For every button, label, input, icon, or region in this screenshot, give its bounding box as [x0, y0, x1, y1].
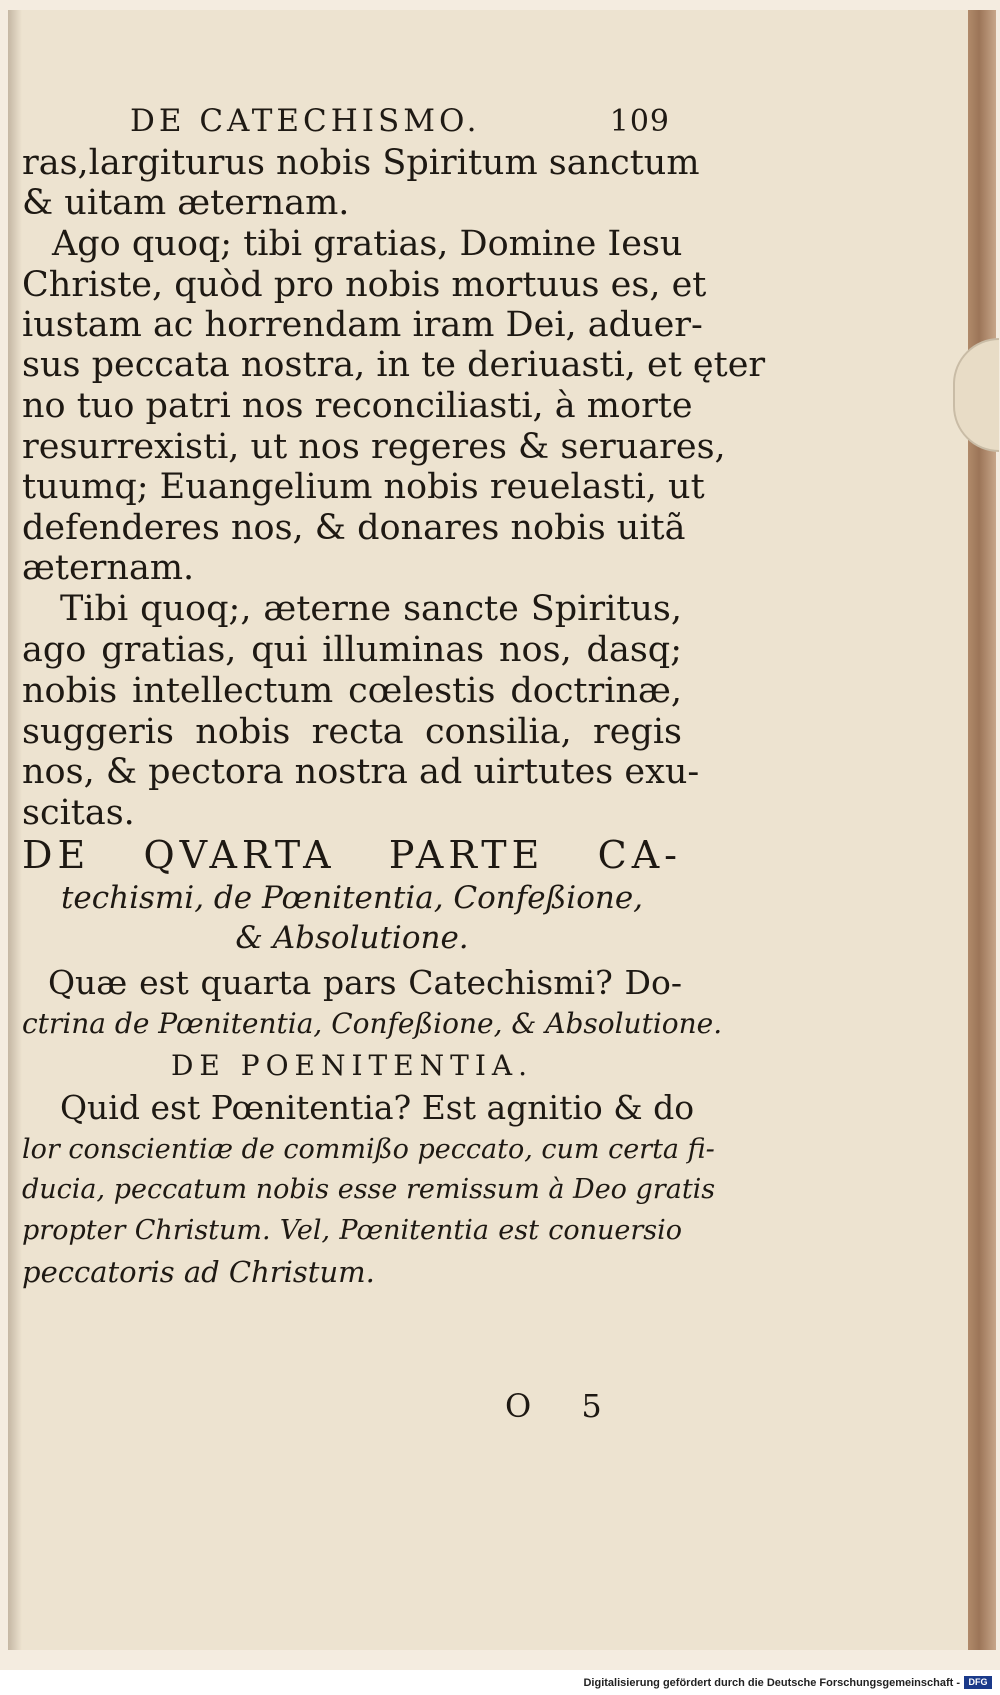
section-heading-continued: & Absolutione. [235, 920, 469, 956]
text-line: no tuo patri nos reconciliasti, à morte [22, 386, 693, 426]
subsection-heading: DE POENITENTIA. [170, 1049, 534, 1082]
signature-mark: O 5 [505, 1387, 622, 1425]
spine-shadow [8, 10, 22, 1650]
text-line: ago gratias, qui illuminas nos, dasq; [22, 630, 682, 670]
text-line: scitas. [22, 793, 135, 833]
text-line: & uitam æternam. [22, 183, 350, 223]
text-line: defenderes nos, & donares nobis uitã [22, 508, 686, 548]
running-head-title: DE CATECHISMO. [130, 103, 481, 139]
page-number: 109 [609, 104, 670, 139]
question-line: Quæ est quarta pars Catechismi? Do- [48, 963, 682, 1002]
question-line: Quid est Pœnitentia? Est agnitio & do [60, 1088, 695, 1127]
text-line: ras,largiturus nobis Spiritum sanctum [22, 143, 700, 183]
text-line: tuumq; Euangelium nobis reuelasti, ut [22, 467, 705, 507]
dfg-logo: DFG [964, 1676, 992, 1689]
text-line: æternam. [22, 548, 195, 588]
page-edge [968, 10, 996, 1650]
answer-line: ducia, peccatum nobis esse remissum à Deo gratis [22, 1174, 716, 1205]
answer-line: ctrina de Pœnitentia, Confeßione, & Absolutione. [22, 1007, 723, 1040]
answer-line: propter Christum. Vel, Pœnitentia est conuersio [22, 1215, 682, 1246]
text-line: nos, & pectora nostra ad uirtutes exu- [22, 752, 700, 792]
digitization-credit: Digitalisierung gefördert durch die Deutsche Forschungsgemeinschaft - [583, 1677, 960, 1689]
text-line: Ago quoq; tibi gratias, Domine Iesu [52, 224, 683, 264]
text-line: sus peccata nostra, in te deriuasti, et ęter [22, 345, 766, 385]
answer-line: lor conscientiæ de commißo peccato, cum certa fi- [22, 1134, 715, 1165]
text-line: iustam ac horrendam iram Dei, aduer- [22, 305, 703, 345]
text-line: resurrexisti, ut nos regeres & seruares, [22, 427, 726, 467]
section-heading: DE QVARTA PARTE CA- [22, 833, 682, 877]
text-line: nobis intellectum cœlestis doctrinæ, [22, 671, 682, 711]
text-line: Tibi quoq;, æterne sancte Spiritus, [60, 589, 682, 629]
text-line: Christe, quòd pro nobis mortuus es, et [22, 265, 707, 305]
running-head [130, 103, 670, 139]
answer-line: peccatoris ad Christum. [22, 1255, 375, 1289]
text-line: suggeris nobis recta consilia, regis [22, 712, 682, 752]
section-heading-continued: techismi, de Pœnitentia, Confeßione, [60, 880, 644, 916]
